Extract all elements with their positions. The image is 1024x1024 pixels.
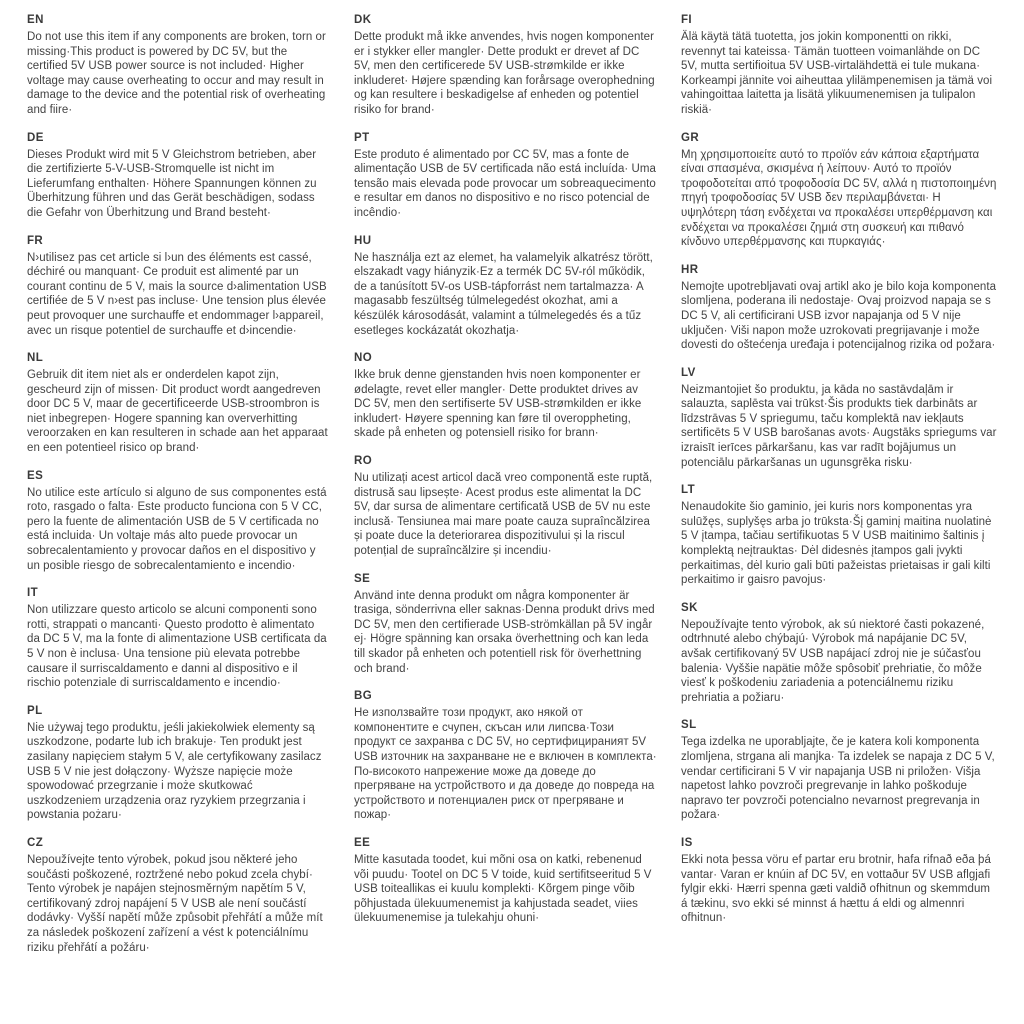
lang-section-en <box>27 14 330 118</box>
lang-code-lv: LV <box>681 366 696 379</box>
lang-code-en: EN <box>27 14 44 26</box>
lang-code-lt: LT <box>681 484 695 497</box>
warning-text-ee: Mitte kasutada toodet, kui mõni osa on katki, rebenenud või puudu· Tootel on DC 5 V toide, kuid sertifitseeritud 5 V USB toiteallikas ei kuulu komplekti· Kõrgem pinge võib põhjustada ülekuumenemist ja kahjustada seadet, viies ülekuumenemise ja tulekahju ohuni· <box>354 853 652 925</box>
lang-section-fr <box>27 235 330 339</box>
warning-text-it: Non utilizzare questo articolo se alcuni componenti sono rotti, strappati o mancanti· Questo prodotto è alimentato da DC 5 V, ma la fonte di alimentazione USB certificata da 5 V non è inclusa· Una tensione più elevata potrebbe causare il surriscaldamento e danni al dispositivo e il rischio potenziale di surriscaldamento e incendio· <box>27 604 327 690</box>
warning-text-dk: Dette produkt må ikke anvendes, hvis nogen komponenter er i stykker eller mangler· Dette produkt er drevet af DC 5V, men den certificerede 5V USB-strømkilde er ikke inkluderet· Højere spænding kan forårsage overophedning og kan resultere i beskadigelse af enheden og potentiel risiko for brand· <box>354 31 655 116</box>
lang-code-hr: HR <box>681 263 699 276</box>
warning-text-hr: Nemojte upotrebljavati ovaj artikl ako je bilo koja komponenta slomljena, poderana ili nedostaje· Ovaj proizvod napaja se s DC 5 V, ali certificirani USB izvor napajanja od 5 V nije uključen· Viši napon može uzrokovati pregrijavanje i može dovesti do oštećenja uređaja i potencijalnog rizika od požara· <box>681 280 997 352</box>
warning-text-bg: Не използвайте този продукт, ако някой от компонентите е счупен, скъсан или липсва·Този продукт се захранва с DC 5V, но сертифицираният 5V USB източник на захранване не е включен в комплекта· По-високото напрежение може да доведе до прегряване на устройството и да доведе до повреда на устройството и потенциален риск от прегряване и пожар· <box>354 707 657 822</box>
lang-code-fr: FR <box>27 234 44 247</box>
warning-text-lv: Neizmantojiet šo produktu, ja kāda no sastāvdaļām ir salauzta, saplēsta vai trūkst·Šis produkts tiek darbināts ar līdzstrāvas 5 V spriegumu, taču komplektā nav iekļauts sertificēts 5 V USB barošanas avots· Augstāks spriegums var izraisīt ierīces pārkaršanu, kas var radīt bojājumus un potenciālu pārkaršanas un ugunsgrēka risku· <box>681 383 997 469</box>
warning-text-es: No utilice este artículo si alguno de sus componentes está roto, rasgado o falta· Este producto funciona con 5 V CC, pero la fuente de alimentación USB de 5 V certificada no está incluida· Un voltaje más alto puede provocar un sobrecalentamiento y provocar daños en el dispositivo y un posible riesgo de sobrecalentamiento e incendio· <box>27 486 327 572</box>
lang-code-ro: RO <box>354 455 373 468</box>
lang-section-gr <box>681 132 999 250</box>
lang-code-it: IT <box>27 587 39 600</box>
warning-text-fi: Älä käytä tätä tuotetta, jos jokin komponentti on rikki, revennyt tai kateissa· Tämän tuotteen voimanlähde on DC 5V, mutta sertifioitua 5V USB-virtalähdettä ei tule mukana· Korkeampi jännite voi aiheuttaa ylilämpenemisen ja tämä voi vahingoittaa laitetta ja lisätä ylikuumenemisen ja tulipalon riskiä· <box>681 31 993 116</box>
lang-section-bg <box>354 690 657 823</box>
lang-section-hr <box>681 264 999 353</box>
lang-section-sk <box>681 602 999 706</box>
warning-text-pl: Nie używaj tego produktu, jeśli jakiekolwiek elementy są uszkodzone, podarte lub ich brakuje· Ten produkt jest zasilany napięciem stałym 5 V, ale certyfikowany zasilacz USB 5 V nie jest dołączony· Wyższe napięcie może spowodować przegrzanie i może skutkować uszkodzeniem urządzenia oraz ryzykiem przegrzania i powstania pożaru· <box>27 721 322 822</box>
lang-code-ee: EE <box>354 836 371 849</box>
warning-text-sl: Tega izdelka ne uporabljajte, če je katera koli komponenta zlomljena, strgana ali manjka· Ta izdelek se napaja z DC 5 V, vendar certificirani 5 V vir napajanja USB ni priložen· Višja napetost lahko povzroči pregrevanje in lahko poškoduje napravo ter povzroči potencialno nevarnost pregrevanja in požara· <box>681 736 995 822</box>
lang-section-lt <box>681 484 999 588</box>
lang-section-ro <box>354 455 657 559</box>
warning-text-se: Använd inte denna produkt om några komponenter är trasiga, sönderrivna eller saknas·Denna produkt drivs med DC 5V, men den certifierade USB-strömkällan på 5V ingår ej· Högre spänning kan orsaka överhettning och kan leda till skador på enheten och potentiell risk för överhettning och brand· <box>354 589 655 675</box>
warning-text-no: Ikke bruk denne gjenstanden hvis noen komponenter er ødelagte, revet eller mangler· Dette produktet drives av DC 5V, men den sertifiserte 5V USB-strømkilden er ikke inkludert· Høyere spenning kan føre til overoppheting, skade på enheten og potensiell risiko for brann· <box>354 369 642 440</box>
lang-section-pl <box>27 705 330 823</box>
lang-section-nl <box>27 352 330 456</box>
lang-section-dk <box>354 14 657 118</box>
lang-code-is: IS <box>681 836 693 849</box>
lang-section-is <box>681 837 999 926</box>
lang-section-pt <box>354 132 657 221</box>
lang-code-dk: DK <box>354 14 372 26</box>
lang-code-no: NO <box>354 352 373 365</box>
lang-code-fi: FI <box>681 14 693 26</box>
lang-code-es: ES <box>27 469 44 482</box>
lang-code-sk: SK <box>681 601 698 614</box>
warning-text-lt: Nenaudokite šio gaminio, jei kuris nors komponentas yra sulūžęs, suplyšęs arba jo trūksta·Šį gaminį maitina nuolatinė 5 V įtampa, tačiau sertifikuotas 5 V USB maitinimo šaltinis į komplektą neįtrauktas· Dėl didesnės įtampos gali įvykti perkaitimas, dėl kurio gali būti pažeistas prietaisas ir gali kilti perkaitimo ir gaisro pavojus· <box>681 501 992 587</box>
lang-section-sl <box>681 719 999 823</box>
lang-section-se <box>354 573 657 677</box>
lang-code-se: SE <box>354 572 371 585</box>
lang-code-cz: CZ <box>27 836 44 849</box>
lang-code-gr: GR <box>681 131 700 144</box>
warning-text-sk: Nepoužívajte tento výrobok, ak sú niektoré časti pokazené, odtrhnuté alebo chýbajú· Výrobok má napájanie DC 5V, avšak certifikovaný 5V USB napájací zdroj nie je súčasťou balenia· Vyššie napätie môže spôsobiť prehriatie, čo môže viesť k poškodeniu zariadenia a potenciálnemu riziku prehriatia a požiaru· <box>681 618 985 704</box>
lang-section-lv <box>681 367 999 471</box>
column-3 <box>681 14 999 969</box>
lang-section-hu <box>354 235 657 339</box>
warning-text-en: Do not use this item if any components are broken, torn or missing·This product is powered by DC 5V, but the certified 5V USB power source is not included· Higher voltage may cause overheating to occur and may result in damage to the device and the potential risk of overheating and fiire· <box>27 31 326 116</box>
lang-section-de <box>27 132 330 221</box>
lang-code-pl: PL <box>27 704 43 717</box>
lang-code-pt: PT <box>354 131 370 144</box>
warning-text-de: Dieses Produkt wird mit 5 V Gleichstrom betrieben, aber die zertifizierte 5-V-USB-Stromquelle ist nicht im Lieferumfang enthalten· Höhere Spannungen können zu Überhitzung führen und das Gerät beschädigen, sodass die Gefahr von Überhitzung und Brand besteht· <box>27 148 317 219</box>
lang-section-cz <box>27 837 330 955</box>
warning-text-fr: N›utilisez pas cet article si l›un des éléments est cassé, déchiré ou manquant· Ce produit est alimenté par un courant continu de 5 V, mais la source d›alimentation USB certifiée de 5 V n›est pas incluse· Une tension plus élevée peut provoquer une surchauffe et endommager l›appareil, avec un risque potentiel de surchauffe et d›incendie· <box>27 251 327 337</box>
lang-section-es <box>27 470 330 574</box>
column-2 <box>354 14 657 969</box>
warning-text-is: Ekki nota þessa vöru ef partar eru brotnir, hafa rifnað eða þá vantar· Varan er knúin af DC 5V, en vottaður 5V USB aflgjafi fylgir ekki· Hærri spenna gæti valdið ofhitnun og skemmdum á tækinu, svo ekki sé minnst á hættu á eldi og almennri ofhitnun· <box>681 853 991 925</box>
column-1 <box>27 14 330 969</box>
lang-code-bg: BG <box>354 690 373 703</box>
warning-text-gr: Μη χρησιμοποιείτε αυτό το προϊόν εάν κάποια εξαρτήματα είναι σπασμένα, σκισμένα ή λείπουν· Αυτό το προϊόν τροφοδοτείται από τροφοδοσία DC 5V, αλλά η πιστοποιημένη πηγή τροφοδοσίας 5V USB δεν περιλαμβάνεται· Η υψηλότερη τάση ενδέχεται να προκαλέσει υπερθέρμανση και ενδέχεται να προκαλέσει ζημιά στη συσκευή και πιθανό κίνδυνο υπερθέρμανσης και πυρκαγιάς· <box>681 148 997 249</box>
lang-section-fi <box>681 14 999 118</box>
lang-code-hu: HU <box>354 234 372 247</box>
lang-code-de: DE <box>27 131 44 144</box>
lang-section-it <box>27 587 330 691</box>
warning-text-ro: Nu utilizați acest articol dacă vreo componentă este ruptă, distrusă sau lipsește· Acest produs este alimentat la DC 5V, dar sursa de alimentare certificată USB de 5V nu este inclusă· Tensiunea mai mare poate cauza supraîncălzirea și poate duce la deteriorarea dispozitivului și la riscul potențial de supraîncălzire și incendiu· <box>354 472 653 558</box>
warning-text-cz: Nepoužívejte tento výrobek, pokud jsou některé jeho součásti poškozené, roztržené nebo pokud zcela chybí· Tento výrobek je napájen stejnosměrným napětím 5 V, certifikovaný zdroj napájení 5 V USB ale není součástí dodávky· Vyšší napětí může způsobit přehřátí a může mít za následek poškození zařízení a vést k potenciálnímu riziku přehřátí a požáru· <box>27 853 323 954</box>
lang-code-sl: SL <box>681 719 697 732</box>
warning-text-nl: Gebruik dit item niet als er onderdelen kapot zijn, gescheurd zijn of missen· Dit product wordt aangedreven door DC 5 V, maar de gecertificeerde USB-stroombron is niet inbegrepen· Hogere spanning kan oververhitting veroorzaken en kan resulteren in schade aan het apparaat en een potentieel risico op brand· <box>27 369 328 455</box>
lang-code-nl: NL <box>27 352 44 365</box>
warning-text-hu: Ne használja ezt az elemet, ha valamelyik alkatrész törött, elszakadt vagy hiányzik·Ez a termék DC 5V-ról működik, de a tanúsított 5V-os USB-tápforrást nem tartalmazza· A magasabb feszültség túlmelegedést okozhat, ami a készülék károsodását, valamint a túlmelegedés és a tűz esetleges kockázatát okozhatja· <box>354 251 653 337</box>
warning-text-pt: Este produto é alimentado por CC 5V, mas a fonte de alimentação USB de 5V certificada não está incluída· Uma tensão mais elevada pode provocar um sobreaquecimento e resultar em danos no dispositivo e no risco potencial de incêndio· <box>354 148 656 219</box>
lang-section-no <box>354 352 657 441</box>
lang-section-ee <box>354 837 657 926</box>
